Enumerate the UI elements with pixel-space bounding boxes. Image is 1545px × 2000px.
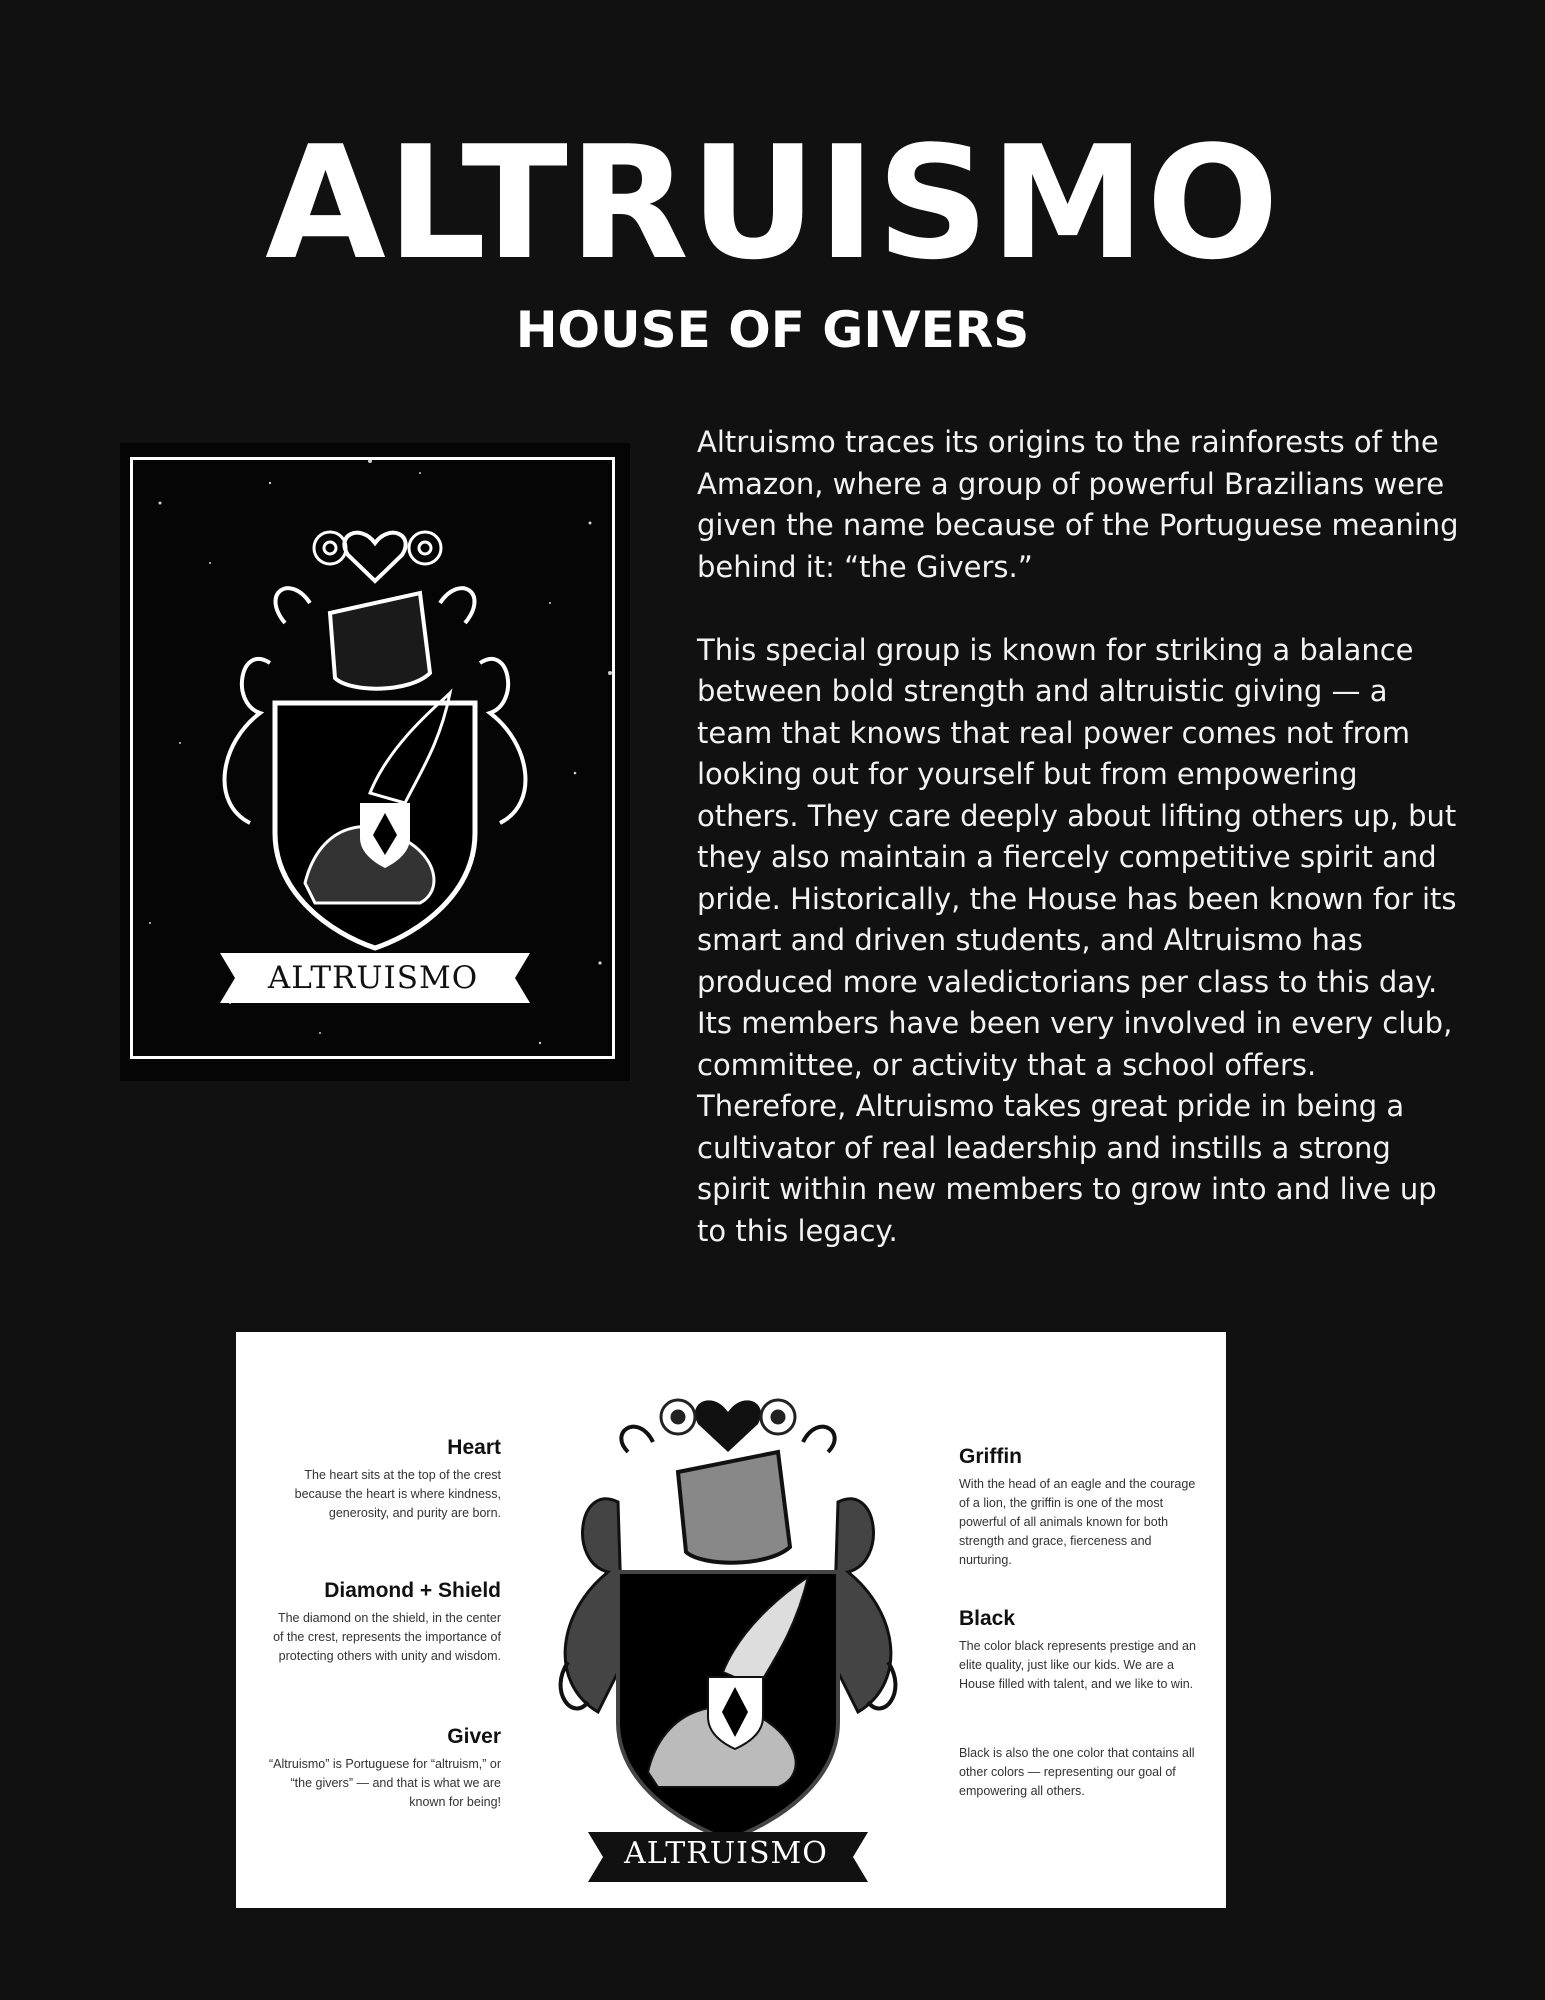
legend-black-text: The color black represents prestige and an elite quality, just like our kids. We are a House filled with talent, and we like to win. bbox=[959, 1639, 1196, 1691]
legend-giver-title: Giver bbox=[447, 1725, 501, 1748]
legend-giver-text: “Altruismo” is Portuguese for “altruism,” or “the givers” — and that is what we are known for being! bbox=[268, 1757, 501, 1809]
legend-heart-title: Heart bbox=[447, 1436, 501, 1459]
crest-legend-panel bbox=[236, 1332, 1226, 1908]
history-paragraph-2: This special group is known for striking a balance between bold strength and altruistic giving — a team that knows that real power comes not from looking out for yourself but from empowering others. They care deeply about lifting others up, but they also maintain a fiercely competitive spirit and pride. Historically, the House has been known for its smart and driven students, and Altruismo has produced more valedictorians per class to this day. Its members have been very involved in every club, committee, or activity that a school offers. Therefore, Altruismo takes great pride in being a cultivator of real leadership and instills a strong spirit within new members to grow into and live up to this legacy. bbox=[697, 632, 1457, 1248]
legend-griffin-text: With the head of an eagle and the courage of a lion, the griffin is one of the most powerful of all animals known for both strength and grace, fierceness and nurturing. bbox=[959, 1477, 1196, 1567]
crest-poster bbox=[120, 443, 630, 1081]
legend-black-note-text: Black is also the one color that contains all other colors — representing our goal of empowering all others. bbox=[959, 1746, 1195, 1798]
legend-diamond-shield bbox=[266, 1579, 501, 1666]
page-title: ALTRUISMO bbox=[265, 112, 1280, 294]
legend-heart bbox=[266, 1436, 501, 1523]
poster-banner-text: ALTRUISMO bbox=[267, 960, 479, 996]
legend-crest-illustration bbox=[528, 1362, 928, 1902]
history-text bbox=[697, 422, 1467, 1252]
legend-griffin bbox=[959, 1445, 1204, 1570]
legend-black-note bbox=[959, 1744, 1204, 1801]
legend-black-title: Black bbox=[959, 1607, 1016, 1630]
history-paragraph-1: Altruismo traces its origins to the rainforests of the Amazon, where a group of powerful Brazilians were given the name because of the Portuguese meaning behind it: “the Givers.” bbox=[697, 425, 1459, 584]
legend-banner-text: ALTRUISMO bbox=[624, 1836, 828, 1871]
legend-diamond-title: Diamond + Shield bbox=[324, 1579, 501, 1602]
legend-giver bbox=[266, 1725, 501, 1812]
legend-heart-text: The heart sits at the top of the crest because the heart is where kindness, generosity, and purity are born. bbox=[294, 1468, 501, 1520]
legend-black bbox=[959, 1607, 1204, 1694]
page-subtitle: HOUSE OF GIVERS bbox=[515, 301, 1030, 359]
legend-diamond-text: The diamond on the shield, in the center of the crest, represents the importance of protecting others with unity and wisdom. bbox=[273, 1611, 501, 1663]
legend-griffin-title: Griffin bbox=[959, 1445, 1022, 1468]
